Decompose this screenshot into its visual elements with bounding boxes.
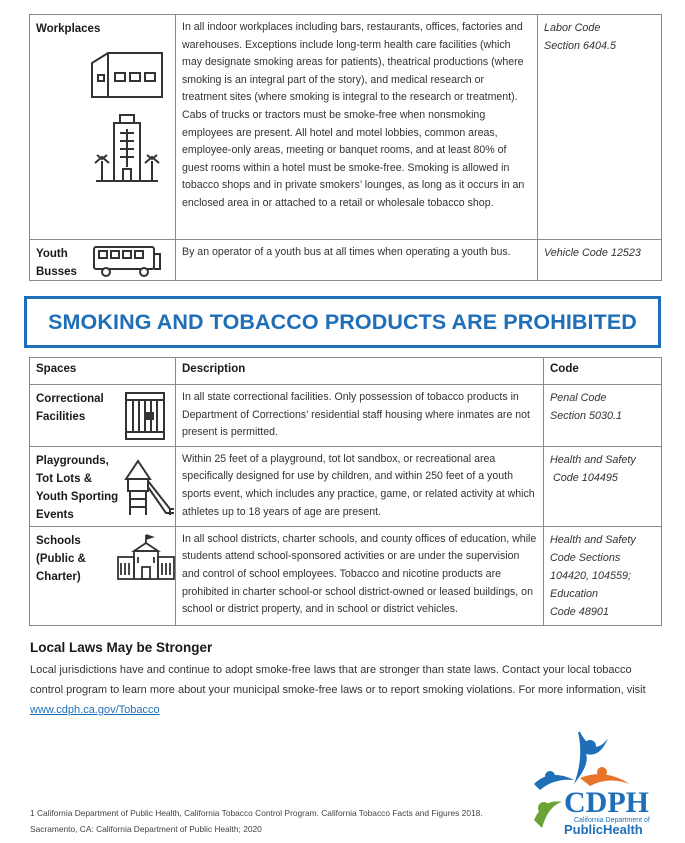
space-label-line: Schools — [36, 534, 81, 547]
space-cell — [30, 15, 176, 240]
space-label — [36, 532, 86, 586]
space-label — [36, 245, 77, 281]
table-row — [30, 526, 662, 625]
code-line: Code 48901 — [550, 605, 609, 618]
space-label-line: Youth Sporting — [36, 490, 119, 503]
footnote: 1 California Department of Public Health, California Tobacco Control Program. California Tobacco Facts and Figures 2018. Sacramento, CA: California Department of Public Health; 2020 — [30, 808, 483, 834]
code-line: Penal Code — [550, 392, 607, 404]
bus-icon — [92, 244, 164, 278]
school-building-icon — [116, 533, 176, 581]
space-label-line: Busses — [36, 266, 77, 278]
space-label-line: Youth — [36, 248, 68, 260]
table-header-row — [30, 358, 662, 385]
space-cell — [30, 385, 176, 447]
space-label-line: Charter) — [36, 570, 81, 583]
code-text — [544, 385, 661, 429]
table-row — [30, 446, 662, 526]
description-text: In all state correctional facilities. Only possession of tobacco products in Department of Corrections’ residential staff housing where inmates are not present is permitted. — [182, 391, 531, 439]
code-line: 104420, 104559; — [550, 569, 632, 582]
space-label-line: Tot Lots & — [36, 472, 92, 485]
space-label — [36, 452, 118, 524]
table-row — [30, 15, 662, 240]
table-row — [30, 240, 662, 281]
description-text: By an operator of a youth bus at all times when operating a youth bus. — [182, 246, 511, 258]
workplace-table — [29, 14, 662, 281]
space-label-line: Correctional — [36, 393, 104, 405]
tobacco-link[interactable]: www.cdph.ca.gov/Tobacco — [30, 704, 160, 716]
code-cell — [544, 385, 662, 447]
description-cell — [176, 15, 538, 240]
code-cell — [538, 240, 662, 281]
prohibited-spaces-table — [29, 357, 662, 626]
space-label — [36, 20, 100, 38]
space-label-line: Facilities — [36, 411, 86, 423]
description-cell — [176, 446, 544, 526]
space-label-line: Workplaces — [36, 23, 101, 35]
code-line: Education — [550, 587, 599, 600]
local-laws-text: Local jurisdictions have and continue to adopt smoke-free laws that are stronger than state laws. Contact your local tobacco control program to learn more about your municipal smoke-free laws or to report smoking violations. For more information, visit — [30, 664, 646, 696]
description-cell — [176, 240, 538, 281]
local-laws-paragraph — [30, 660, 660, 720]
code-line: Labor Code — [544, 22, 601, 34]
space-label-line: Playgrounds, — [36, 454, 109, 467]
code-text — [538, 240, 661, 266]
space-cell — [30, 240, 176, 281]
code-line: Health and Safety — [550, 453, 636, 466]
jail-cell-icon — [124, 391, 166, 441]
local-laws-heading: Local Laws May be Stronger — [30, 640, 213, 655]
header-description: Description — [176, 358, 544, 385]
factory-icon — [90, 49, 164, 101]
space-label-line: (Public & — [36, 552, 86, 565]
code-cell — [544, 446, 662, 526]
code-line: Health and Safety — [550, 533, 636, 546]
playground-slide-icon — [122, 457, 176, 517]
description-text: In all school districts, charter schools, and county offices of education, while students attend school-sponsored activities or are under the supervision and control of school employees. Tobacco and nicotine products are prohibited in charter school-or school district-owned or leased buildings, on school or district property, and in school or district vehicles. — [182, 532, 537, 616]
logo-line2: PublicHealth — [564, 822, 643, 837]
cdph-logo — [530, 728, 670, 838]
description-cell — [176, 385, 544, 447]
code-cell — [538, 15, 662, 240]
prohibited-banner: SMOKING AND TOBACCO PRODUCTS ARE PROHIBITED — [24, 296, 661, 348]
header-spaces: Spaces — [30, 358, 176, 385]
space-label — [36, 390, 104, 426]
description-text: Within 25 feet of a playground, tot lot sandbox, or recreational area specifically designed for use by children, and within 250 feet of a youth sports event, which includes any practice, game, or related activity at which athletes up to 18 years of age are present. — [182, 452, 535, 518]
code-text — [538, 15, 661, 59]
space-cell — [30, 446, 176, 526]
office-tower-icon — [92, 111, 162, 183]
space-label-line: Events — [36, 508, 74, 521]
logo-line1: California Department of — [574, 817, 650, 824]
code-line: Section 6404.5 — [544, 40, 617, 52]
logo-acronym: CDPH — [564, 786, 649, 819]
code-text — [544, 447, 661, 491]
table-row — [30, 385, 662, 447]
description-text: In all indoor workplaces including bars, restaurants, offices, factories and warehouses. Exceptions include long-term health care facilities (which may designate smoking areas for patients), theatrical productions (where smoking is an integral part of the story), and medical research or treatment sites (where smoking is integral to the research or treatment). Cabs of trucks or tractors must be smoke-free when nonsmoking employees are present. All hotel and motel lobbies, common areas, employee-only areas, meeting or banquet rooms, and at least 80% of guest rooms within a hotel must be smoke-free. Smoking is allowed in tobacco shops and in private smokers’ lounges, as long as it occurs in an enclosed area in or attached to a retail or wholesale tobacco shop. — [182, 21, 525, 209]
code-cell — [544, 526, 662, 625]
code-line: Vehicle Code 12523 — [544, 247, 641, 259]
space-cell — [30, 526, 176, 625]
code-line: Section 5030.1 — [550, 410, 623, 422]
description-cell — [176, 526, 544, 625]
code-line: Code 104495 — [550, 471, 618, 484]
header-code: Code — [544, 358, 662, 385]
code-text — [544, 527, 661, 625]
code-line: Code Sections — [550, 551, 621, 564]
